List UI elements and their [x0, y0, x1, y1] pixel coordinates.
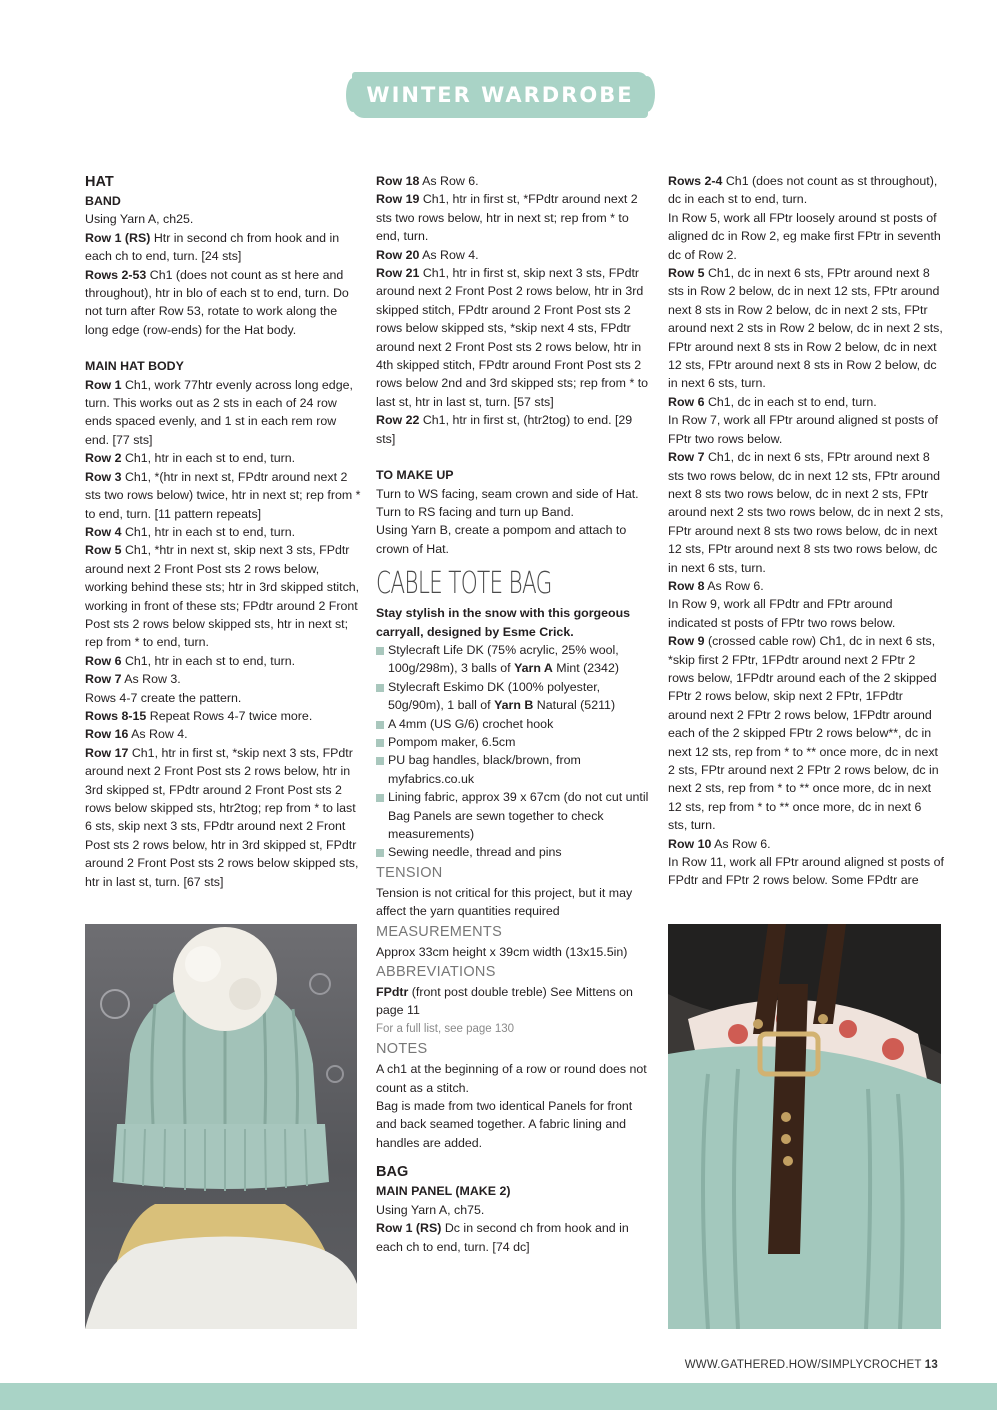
project-intro: Stay stylish in the snow with this gorgeous carryall, designed by Esme Crick.: [376, 606, 631, 639]
main-hat-line: [85, 523, 361, 541]
main-hat-row-text: Ch1, work 77htr evenly across long edge, turn. This works out as 2 sts in each of 24 row ends spaced evenly, and 1 st in each rem row end. [77 sts]: [85, 377, 353, 447]
abbreviations-text: [376, 983, 654, 1020]
bag-row-text: In Row 9, work all FPdtr and FPtr around indicated st posts of FPtr two rows below.: [668, 597, 896, 630]
panel-line: [376, 1201, 654, 1219]
material-pre: Stylecraft Eskimo DK (100% polyester, 50g/90m), 1 ball of: [388, 679, 601, 713]
bag-row-text: In Row 5, work all FPtr loosely around st posts of aligned dc in Row 2, eg make first FPtr in seventh dc of Row 2.: [668, 210, 941, 262]
bag-line: [668, 595, 944, 632]
main-hat-row-label: Row 4: [85, 524, 122, 539]
main-hat-row-text: Repeat Rows 4-7 twice more.: [146, 708, 313, 723]
main-hat-row-label: Row 2: [85, 451, 122, 466]
bag-line: [668, 411, 944, 448]
main-hat-row-text: Rows 4-7 create the pattern.: [85, 690, 242, 705]
main-hat-row-label: Row 3: [85, 469, 122, 484]
material-pre: A 4mm (US G/6) crochet hook: [388, 716, 554, 731]
hat-cont-row-label: Row 21: [376, 266, 420, 281]
main-hat-line: [85, 725, 361, 743]
main-hat-row-label: Row 7: [85, 672, 122, 687]
bag-line: [668, 853, 944, 890]
material-post: Natural (5211): [533, 698, 616, 713]
bag-line: [668, 577, 944, 595]
page-number: 13: [924, 1359, 938, 1371]
band-instructions: [85, 210, 361, 339]
bag-row-label: Row 5: [668, 266, 705, 281]
material-item: [376, 751, 654, 788]
bag-photo: [668, 924, 941, 1329]
main-hat-line: [85, 376, 361, 450]
bag-row-text: Ch1, dc in next 6 sts, FPtr around next 8 sts two rows below, dc in next 12 sts, FPtr around next 8 sts two rows below, dc in next 2 sts, FPtr around next 2 sts two rows below, dc in next 2 sts, FPtr around next 8 sts two rows below, dc in next 12 sts, FPtr around next 8 sts two rows below, dc in next 6 sts, turn.: [668, 450, 944, 575]
main-hat-row-text: Ch1, htr in first st, *skip next 3 sts, FPdtr around next 2 Front Post sts 2 rows below, htr in 3rd skipped st, FPdtr around 2 Front Post sts 2 rows below skipped sts, htr2tog; rep from * to last 6 sts, skip next 3 sts, FPdtr around next 2 Front Post sts 2 rows below, htr in 3rd skipped st, FPdtr around 2 Front Post sts 2 rows below skipped sts, htr in last st, turn. [67 sts]: [85, 745, 359, 889]
band-row-text: Ch1 (does not count as st here and throughout), htr in blo of each st to end, turn. Do not turn after Row 53, rotate to work along the long edge (row-ends) for the Hat body.: [85, 267, 349, 337]
material-item: [376, 788, 654, 843]
band-line: [85, 266, 361, 340]
main-hat-line: [85, 449, 361, 467]
band-heading: BAND: [85, 194, 121, 208]
notes-text-2: Bag is made from two identical Panels for front and back seamed together. A fabric lining and handles are added.: [376, 1099, 633, 1150]
abbrev-term: FPdtr: [376, 985, 409, 1000]
material-b: Yarn B: [494, 698, 534, 713]
abbreviations-heading: ABBREVIATIONS: [376, 964, 496, 981]
hat-cont-row-text: Ch1, htr in first st, skip next 3 sts, FPdtr around next 2 Front Post 2 rows below, htr in 3rd skipped stitch, FPdtr around 2 Front Post sts 2 rows below skipped sts, *skip next 4 sts, FPdtr around next 2 Front Post sts 2 rows below, htr in 4th skipped stitch, FPdtr around Front Post sts 2 rows below 2nd and 3rd skipped sts; rep from * to last st, htr in last st, turn. [57 sts]: [376, 266, 649, 409]
main-hat-row-text: As Row 4.: [128, 727, 188, 742]
tension-heading: TENSION: [376, 864, 443, 881]
bag-rows: [668, 172, 944, 890]
hat-cont-row-label: Row 20: [376, 247, 420, 262]
bag-row-text: Ch1, dc in next 6 sts, FPtr around next 8 sts in Row 2 below, dc in next 12 sts, FPtr around next 8 sts in Row 2 below, dc in next 2 sts, FPtr around next 2 sts in Row 2 below, dc in next 2 sts, FPtr around next 8 sts in Row 2 below, dc in next 12 sts, FPtr around next 8 sts in Row 2 below, dc in next 6 sts, turn.: [668, 266, 943, 391]
notes-text-1: A ch1 at the beginning of a row or round does not count as a stitch.: [376, 1062, 647, 1095]
bag-row-text: (crossed cable row) Ch1, dc in next 6 sts, *skip first 2 FPtr, 1FPdtr around next 2 FPtr 2 rows below, 1FPdtr around each of the 2 skipped FPtr 2 rows below, skip next 2 FPtr, 1FPdtr around next 2 FPtr 2 rows below, 1FPdtr around each of the 2 skipped FPtr 2 rows below**, dc in next 12 sts, rep from * to ** once more, dc in next 2 sts, FPtr around next 2 FPtr 2 rows below, dc in next 2 sts, rep from * to ** once more, dc in next 12 sts, rep from * to ** once more, dc in next 6 sts, turn.: [668, 634, 939, 833]
bag-line: [668, 632, 944, 834]
hat-cont-row-label: Row 19: [376, 192, 420, 207]
hat-cont-row-label: Row 18: [376, 174, 420, 188]
hat-heading: HAT: [85, 174, 114, 190]
abbrev-definition: (front post double treble) See Mittens on page 11: [376, 985, 633, 1018]
hat-cont-line: [376, 246, 654, 264]
main-hat-row-text: Ch1, htr in each st to end, turn.: [121, 451, 296, 466]
bag-row-label: Row 6: [668, 394, 705, 409]
main-hat-line: [85, 541, 361, 651]
bag-row-label: Row 9: [668, 634, 705, 649]
material-pre: PU bag handles, black/brown, from myfabrics.co.uk: [388, 753, 581, 786]
bag-row-text: As Row 6.: [704, 578, 764, 593]
measurements-text: Approx 33cm height x 39cm width (13x15.5in): [376, 944, 628, 959]
footer-band: [0, 1383, 997, 1410]
material-pre: Lining fabric, approx 39 x 67cm (do not cut until Bag Panels are sewn together to check measurements): [388, 790, 649, 841]
tension-text: Tension is not critical for this project, but it may affect the yarn quantities required: [376, 885, 633, 919]
make-up-heading: TO MAKE UP: [376, 468, 454, 483]
material-b: Yarn A: [514, 661, 553, 676]
band-row-label: Rows 2-53: [85, 267, 147, 282]
bag-line: [668, 172, 944, 209]
main-hat-row-text: Ch1, htr in each st to end, turn.: [121, 524, 296, 539]
material-item: [376, 733, 654, 751]
main-hat-row-label: Row 16: [85, 727, 129, 742]
bag-illustration: [668, 924, 941, 1329]
column-middle: [376, 172, 654, 1256]
bag-line: [668, 393, 944, 411]
bag-line: [668, 264, 944, 393]
main-hat-instructions: [85, 376, 361, 891]
main-hat-line: [85, 744, 361, 891]
abbreviations-note: For a full list, see page 130: [376, 1022, 515, 1035]
main-panel-heading: MAIN PANEL (MAKE 2): [376, 1184, 511, 1199]
notes-heading: NOTES: [376, 1041, 428, 1058]
hat-cont-line: [376, 190, 654, 245]
band-row-text: Htr in second ch from hook and in each ch to end, turn. [24 sts]: [85, 230, 340, 264]
material-post: Mint (2342): [552, 661, 619, 676]
hat-illustration: [85, 924, 357, 1329]
main-hat-row-text: Ch1, *htr in next st, skip next 3 sts, FPdtr around next 2 Front Post sts 2 rows below, working behind these sts; htr in 3rd skipped stitch, working in front of these sts; FPdtr around 2 Front Post sts 2 rows below skipped sts, htr in next st; rep from * to end, turn.: [85, 543, 360, 650]
bag-row-label: Row 8: [668, 578, 705, 593]
main-hat-row-label: Row 5: [85, 543, 122, 558]
bag-line: [668, 835, 944, 853]
cable-tote-bag-title: CABLE TOTE BAG: [376, 566, 552, 602]
main-hat-line: [85, 670, 361, 688]
bag-row-label: Row 7: [668, 450, 705, 465]
column-bag: [668, 172, 944, 890]
measurements-heading: MEASUREMENTS: [376, 923, 503, 940]
hat-cont-row-label: Row 22: [376, 413, 420, 428]
hat-cont-line: [376, 172, 654, 190]
bag-row-text: Ch1, dc in each st to end, turn.: [704, 394, 877, 409]
main-hat-row-text: As Row 3.: [121, 672, 181, 687]
panel-line: [376, 1219, 654, 1256]
material-pre: Pompom maker, 6.5cm: [388, 734, 516, 749]
material-item: [376, 678, 654, 715]
materials-list: [376, 641, 654, 862]
main-hat-row-label: Row 1: [85, 377, 122, 392]
bag-row-text: In Row 7, work all FPtr around aligned st posts of FPtr two rows below.: [668, 413, 938, 446]
material-item: [376, 641, 654, 678]
main-hat-row-label: Rows 8-15: [85, 708, 147, 723]
bag-row-label: Rows 2-4: [668, 174, 723, 188]
panel-row-text: Using Yarn A, ch75.: [376, 1202, 485, 1217]
material-item: [376, 715, 654, 733]
hat-cont-line: [376, 411, 654, 448]
make-up-text-1: Turn to WS facing, seam crown and side of Hat. Turn to RS facing and turn up Band.: [376, 486, 639, 519]
make-up-text-2: Using Yarn B, create a pompom and attach to crown of Hat.: [376, 523, 627, 556]
hat-cont-row-text: As Row 6.: [419, 174, 479, 188]
bag-row-text: In Row 11, work all FPtr around aligned st posts of FPdtr and FPtr 2 rows below. Some FPdtr are: [668, 855, 944, 888]
bag-line: [668, 448, 944, 577]
band-line: [85, 229, 361, 266]
panel-row-text: Dc in second ch from hook and in each ch to end, turn. [74 dc]: [376, 1221, 629, 1254]
hat-photo: [85, 924, 357, 1329]
hat-cont-line: [376, 264, 654, 411]
bag-row-text: As Row 6.: [711, 836, 771, 851]
main-hat-row-label: Row 6: [85, 653, 122, 668]
section-banner: [352, 72, 648, 118]
main-hat-body-heading: MAIN HAT BODY: [85, 359, 184, 374]
bag-row-text: Ch1 (does not count as st throughout), dc in each st to end, turn.: [668, 174, 938, 207]
panel-row-label: Row 1 (RS): [376, 1221, 442, 1236]
column-hat: [85, 172, 361, 891]
main-hat-line: [85, 468, 361, 523]
bag-line: [668, 209, 944, 264]
main-hat-row-text: Ch1, *(htr in next st, FPdtr around next 2 sts two rows below) twice, htr in next st; rep from * to end, turn. [11 pattern repeats]: [85, 469, 361, 521]
band-line: [85, 210, 361, 228]
footer-url: [685, 1359, 938, 1371]
hat-cont-row-text: Ch1, htr in first st, (htr2tog) to end. [29 sts]: [376, 413, 633, 446]
main-hat-row-label: Row 17: [85, 745, 129, 760]
band-row-text: Using Yarn A, ch25.: [85, 212, 194, 227]
main-hat-line: [85, 689, 361, 707]
footer-url-text: WWW.GATHERED.HOW/SIMPLYCROCHET: [684, 1359, 922, 1371]
material-pre: Stylecraft Life DK (75% acrylic, 25% wool, 100g/298m), 3 balls of: [388, 642, 619, 676]
material-item: [376, 843, 654, 861]
material-pre: Sewing needle, thread and pins: [388, 845, 562, 860]
hat-cont-row-text: Ch1, htr in first st, *FPdtr around next 2 sts two rows below, htr in next st; rep from * to end, turn.: [376, 192, 638, 244]
bag-row-label: Row 10: [668, 836, 712, 851]
main-hat-line: [85, 652, 361, 670]
main-panel-instructions: [376, 1201, 654, 1256]
band-row-label: Row 1 (RS): [85, 230, 151, 245]
banner-title: WINTER WARDROBE: [366, 83, 634, 107]
hat-cont-row-text: As Row 4.: [419, 247, 479, 262]
main-hat-row-text: Ch1, htr in each st to end, turn.: [121, 653, 296, 668]
main-hat-line: [85, 707, 361, 725]
hat-rows-continued: [376, 172, 654, 448]
bag-heading: BAG: [376, 1164, 409, 1181]
